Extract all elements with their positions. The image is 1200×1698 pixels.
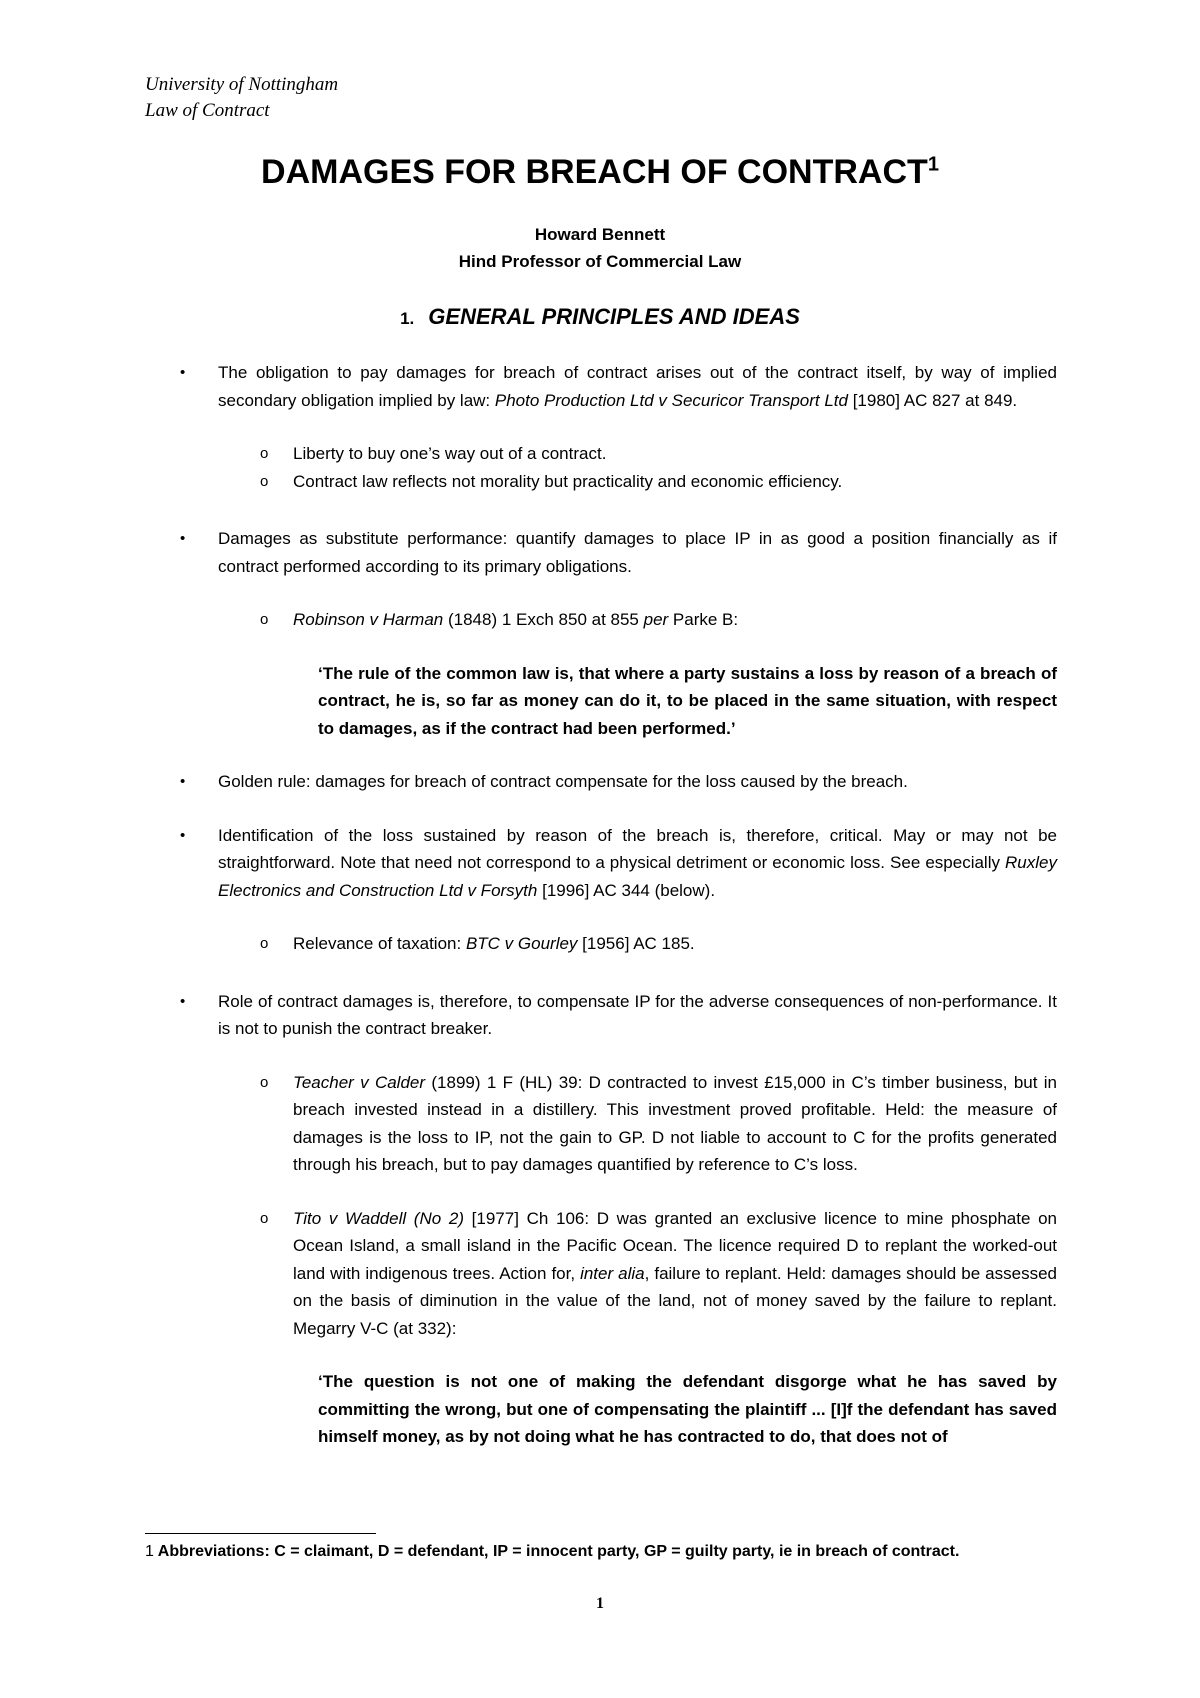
section-title: GENERAL PRINCIPLES AND IDEAS xyxy=(428,304,800,329)
sub-bullet-marker: o xyxy=(260,1209,269,1227)
footnote xyxy=(145,1540,1075,1564)
sub-bullet-marker: o xyxy=(260,472,269,490)
title-text: DAMAGES FOR BREACH OF CONTRACT xyxy=(261,153,928,191)
header-course: Law of Contract xyxy=(145,100,270,121)
bullet-item: • Role of contract damages is, therefore, to compensate IP for the adverse consequences of non-performance. It is not to punish the contract breaker. xyxy=(175,988,1057,1043)
author-position: Hind Professor of Commercial Law xyxy=(458,252,742,271)
body-content xyxy=(175,359,1057,1451)
bullet-item: • The obligation to pay damages for breach of contract arises out of the contract itself, by way of implied secondary obligation implied by law: Photo Production Ltd v Securicor Transport Ltd [1980] AC 827 at 849. xyxy=(175,359,1057,414)
case-name: Photo Production Ltd v Securicor Transport Ltd xyxy=(494,390,848,410)
sub-bullet-marker: o xyxy=(260,611,269,628)
bullet-marker: • xyxy=(180,364,186,381)
case-name: Ruxley Electronics and Construction Ltd v Forsyth xyxy=(218,853,1057,900)
title-footnote-mark: 1 xyxy=(927,153,939,176)
case-name: Robinson v Harman xyxy=(293,610,444,629)
sub-bullet-item: o Liberty to buy one’s way out of a contract. xyxy=(175,440,1057,468)
footnote-mark: 1 xyxy=(145,1543,154,1560)
bullet-item: • Golden rule: damages for breach of contract compensate for the loss caused by the breach. xyxy=(175,768,1057,796)
page-number: 1 xyxy=(596,1595,604,1612)
sub-bullet-item: o Contract law reflects not morality but practicality and economic efficiency. xyxy=(175,468,1057,496)
section-number: 1. xyxy=(400,309,415,328)
running-header xyxy=(145,72,338,124)
bullet-marker: • xyxy=(180,773,186,790)
sub-bullet-marker: o xyxy=(260,935,269,952)
case-name: Teacher v Calder xyxy=(293,1072,426,1092)
document-title xyxy=(0,150,1200,194)
author-name: Howard Bennett xyxy=(534,225,666,244)
case-name: BTC v Gourley xyxy=(465,934,578,953)
sub-bullet-marker: o xyxy=(260,1073,269,1091)
bullet-marker: • xyxy=(180,826,186,844)
sub-bullet-item: o Robinson v Harman (1848) 1 Exch 850 at 855 per Parke B: xyxy=(175,606,1057,634)
bullet-marker: • xyxy=(180,530,186,547)
block-quote: ‘The question is not one of making the defendant disgorge what he has saved by committing the wrong, but one of compensating the plaintiff ... [I]f the defendant has saved himself money, as by not doing what he has contracted to do, that does not of xyxy=(318,1372,1057,1446)
case-name: Tito v Waddell (No 2) xyxy=(293,1208,464,1228)
sub-bullet-item: o Relevance of taxation: BTC v Gourley [1956] AC 185. xyxy=(175,930,1057,958)
footnote-separator xyxy=(145,1533,376,1534)
author-block xyxy=(0,221,1200,275)
section-heading xyxy=(0,302,1200,334)
bullet-marker: • xyxy=(180,992,186,1010)
footnote-text: Abbreviations: C = claimant, D = defendant, IP = innocent party, GP = guilty party, ie in breach of contract. xyxy=(153,1543,960,1560)
sub-bullet-item: o Teacher v Calder (1899) 1 F (HL) 39: D contracted to invest £15,000 in C’s timber business, but in breach invested instead in a distillery. This investment proved profitable. Held: the measure of damages is the loss to IP, not the gain to GP. D not liable to account to C for the profits generated through his breach, but to pay damages quantified by reference to C’s loss. xyxy=(175,1069,1057,1179)
bullet-item: • Damages as substitute performance: quantify damages to place IP in as good a position financially as if contract performed according to its primary obligations. xyxy=(175,525,1057,580)
bullet-item: • Identification of the loss sustained by reason of the breach is, therefore, critical. May or may not be straightforward. Note that need not correspond to a physical detriment or economic loss. See especially Ruxley Electronics and Construction Ltd v Forsyth [1996] AC 344 (below). xyxy=(175,822,1057,905)
block-quote: ‘The rule of the common law is, that where a party sustains a loss by reason of a breach of contract, he is, so far as money can do it, to be placed in the same situation, with respect to damages, as if the contract had been performed.’ xyxy=(318,663,1057,738)
sub-bullet-item: o Tito v Waddell (No 2) [1977] Ch 106: D was granted an exclusive licence to mine phosphate on Ocean Island, a small island in the Pacific Ocean. The licence required D to replant the worked-out land with indigenous trees. Action for, inter alia, failure to replant. Held: damages should be assessed on the basis of diminution in the value of the land, not of money saved by the failure to replant. Megarry V-C (at 332): xyxy=(175,1205,1057,1343)
header-institution: University of Nottingham xyxy=(145,74,339,95)
sub-bullet-marker: o xyxy=(260,445,269,462)
